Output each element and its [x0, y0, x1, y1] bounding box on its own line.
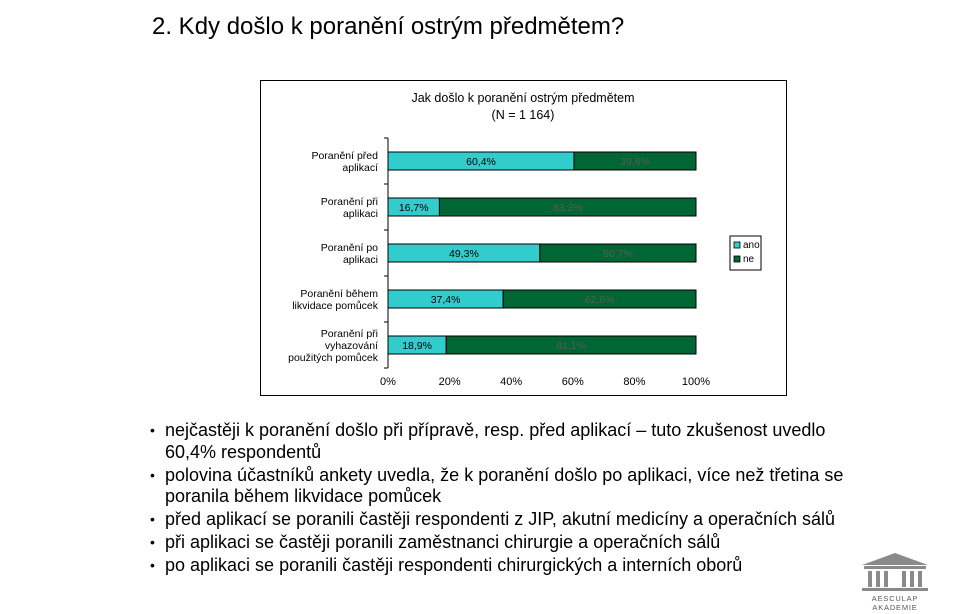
data-label: 37,4%	[430, 294, 461, 306]
legend-label: ne	[743, 254, 755, 265]
data-label: 83,3%	[552, 202, 583, 214]
data-label: 60,4%	[466, 156, 496, 168]
temple-icon	[842, 551, 948, 595]
bullet-dot: •	[150, 422, 155, 438]
logo-text-line1: AESCULAP	[871, 594, 919, 603]
category-label: Poranění při vyhazování použitých pomůcek	[288, 328, 378, 364]
bullet-dot: •	[150, 511, 155, 527]
bullet-item	[150, 555, 850, 577]
x-tick-label: 60%	[561, 376, 584, 388]
chart-frame	[260, 80, 787, 396]
bullet-dot: •	[150, 557, 155, 573]
data-label: 62,6%	[584, 294, 615, 306]
bullet-text: polovina účastníků ankety uvedla, že k poranění došlo po aplikaci, více než třetina se poranila během likvidace pomůcek	[165, 464, 844, 506]
bullet-item	[150, 532, 850, 554]
x-tick-label: 80%	[623, 376, 646, 388]
bullet-dot: •	[150, 466, 155, 483]
legend-swatch	[734, 256, 740, 262]
bullet-item	[150, 509, 850, 531]
aesculap-logo	[842, 551, 948, 611]
data-label: 81,1%	[556, 340, 586, 352]
bullet-text: při aplikaci se častěji poranili zaměstnanci chirurgie a operačních sálů	[165, 532, 721, 552]
page-title: 2. Kdy došlo k poranění ostrým předmětem?	[152, 13, 625, 40]
bullet-text: po aplikaci se poranili častěji respondenti chirurgických a interních oborů	[165, 555, 743, 575]
legend-swatch	[734, 242, 740, 248]
data-label: 50,7%	[603, 248, 633, 260]
x-tick-label: 40%	[500, 376, 523, 388]
data-label: 16,7%	[398, 202, 429, 214]
logo-text-line2: AKADEMIE	[872, 603, 918, 612]
x-tick-label: 20%	[438, 376, 461, 388]
bullet-dot: •	[150, 534, 155, 550]
x-tick-label: 100%	[681, 376, 711, 388]
bullet-item	[150, 465, 850, 508]
chart-subtitle: (N = 1 164)	[491, 108, 555, 122]
data-label: 39,6%	[620, 156, 650, 168]
category-label: Poranění před aplikací	[311, 150, 378, 174]
bullet-text: nejčastěji k poranění došlo při přípravě, resp. před aplikací – tuto zkušenost uvedlo 60,4% respondentů	[165, 420, 826, 462]
legend-label: ano	[743, 240, 760, 251]
data-label: 49,3%	[449, 248, 479, 260]
category-label: Poranění během likvidace pomůcek	[292, 288, 378, 312]
bullet-list	[150, 420, 850, 578]
category-label: Poranění při aplikaci	[320, 196, 378, 220]
data-label: 18,9%	[402, 340, 432, 352]
bullet-text: před aplikací se poranili častěji respondenti z JIP, akutní medicíny a operačních sálů	[165, 509, 836, 529]
category-label: Poranění po aplikaci	[320, 242, 378, 266]
bullet-item	[150, 420, 850, 463]
chart-title: Jak došlo k poranění ostrým předmětem	[411, 91, 635, 105]
x-tick-label: 0%	[380, 376, 396, 388]
chart-canvas	[261, 81, 788, 397]
